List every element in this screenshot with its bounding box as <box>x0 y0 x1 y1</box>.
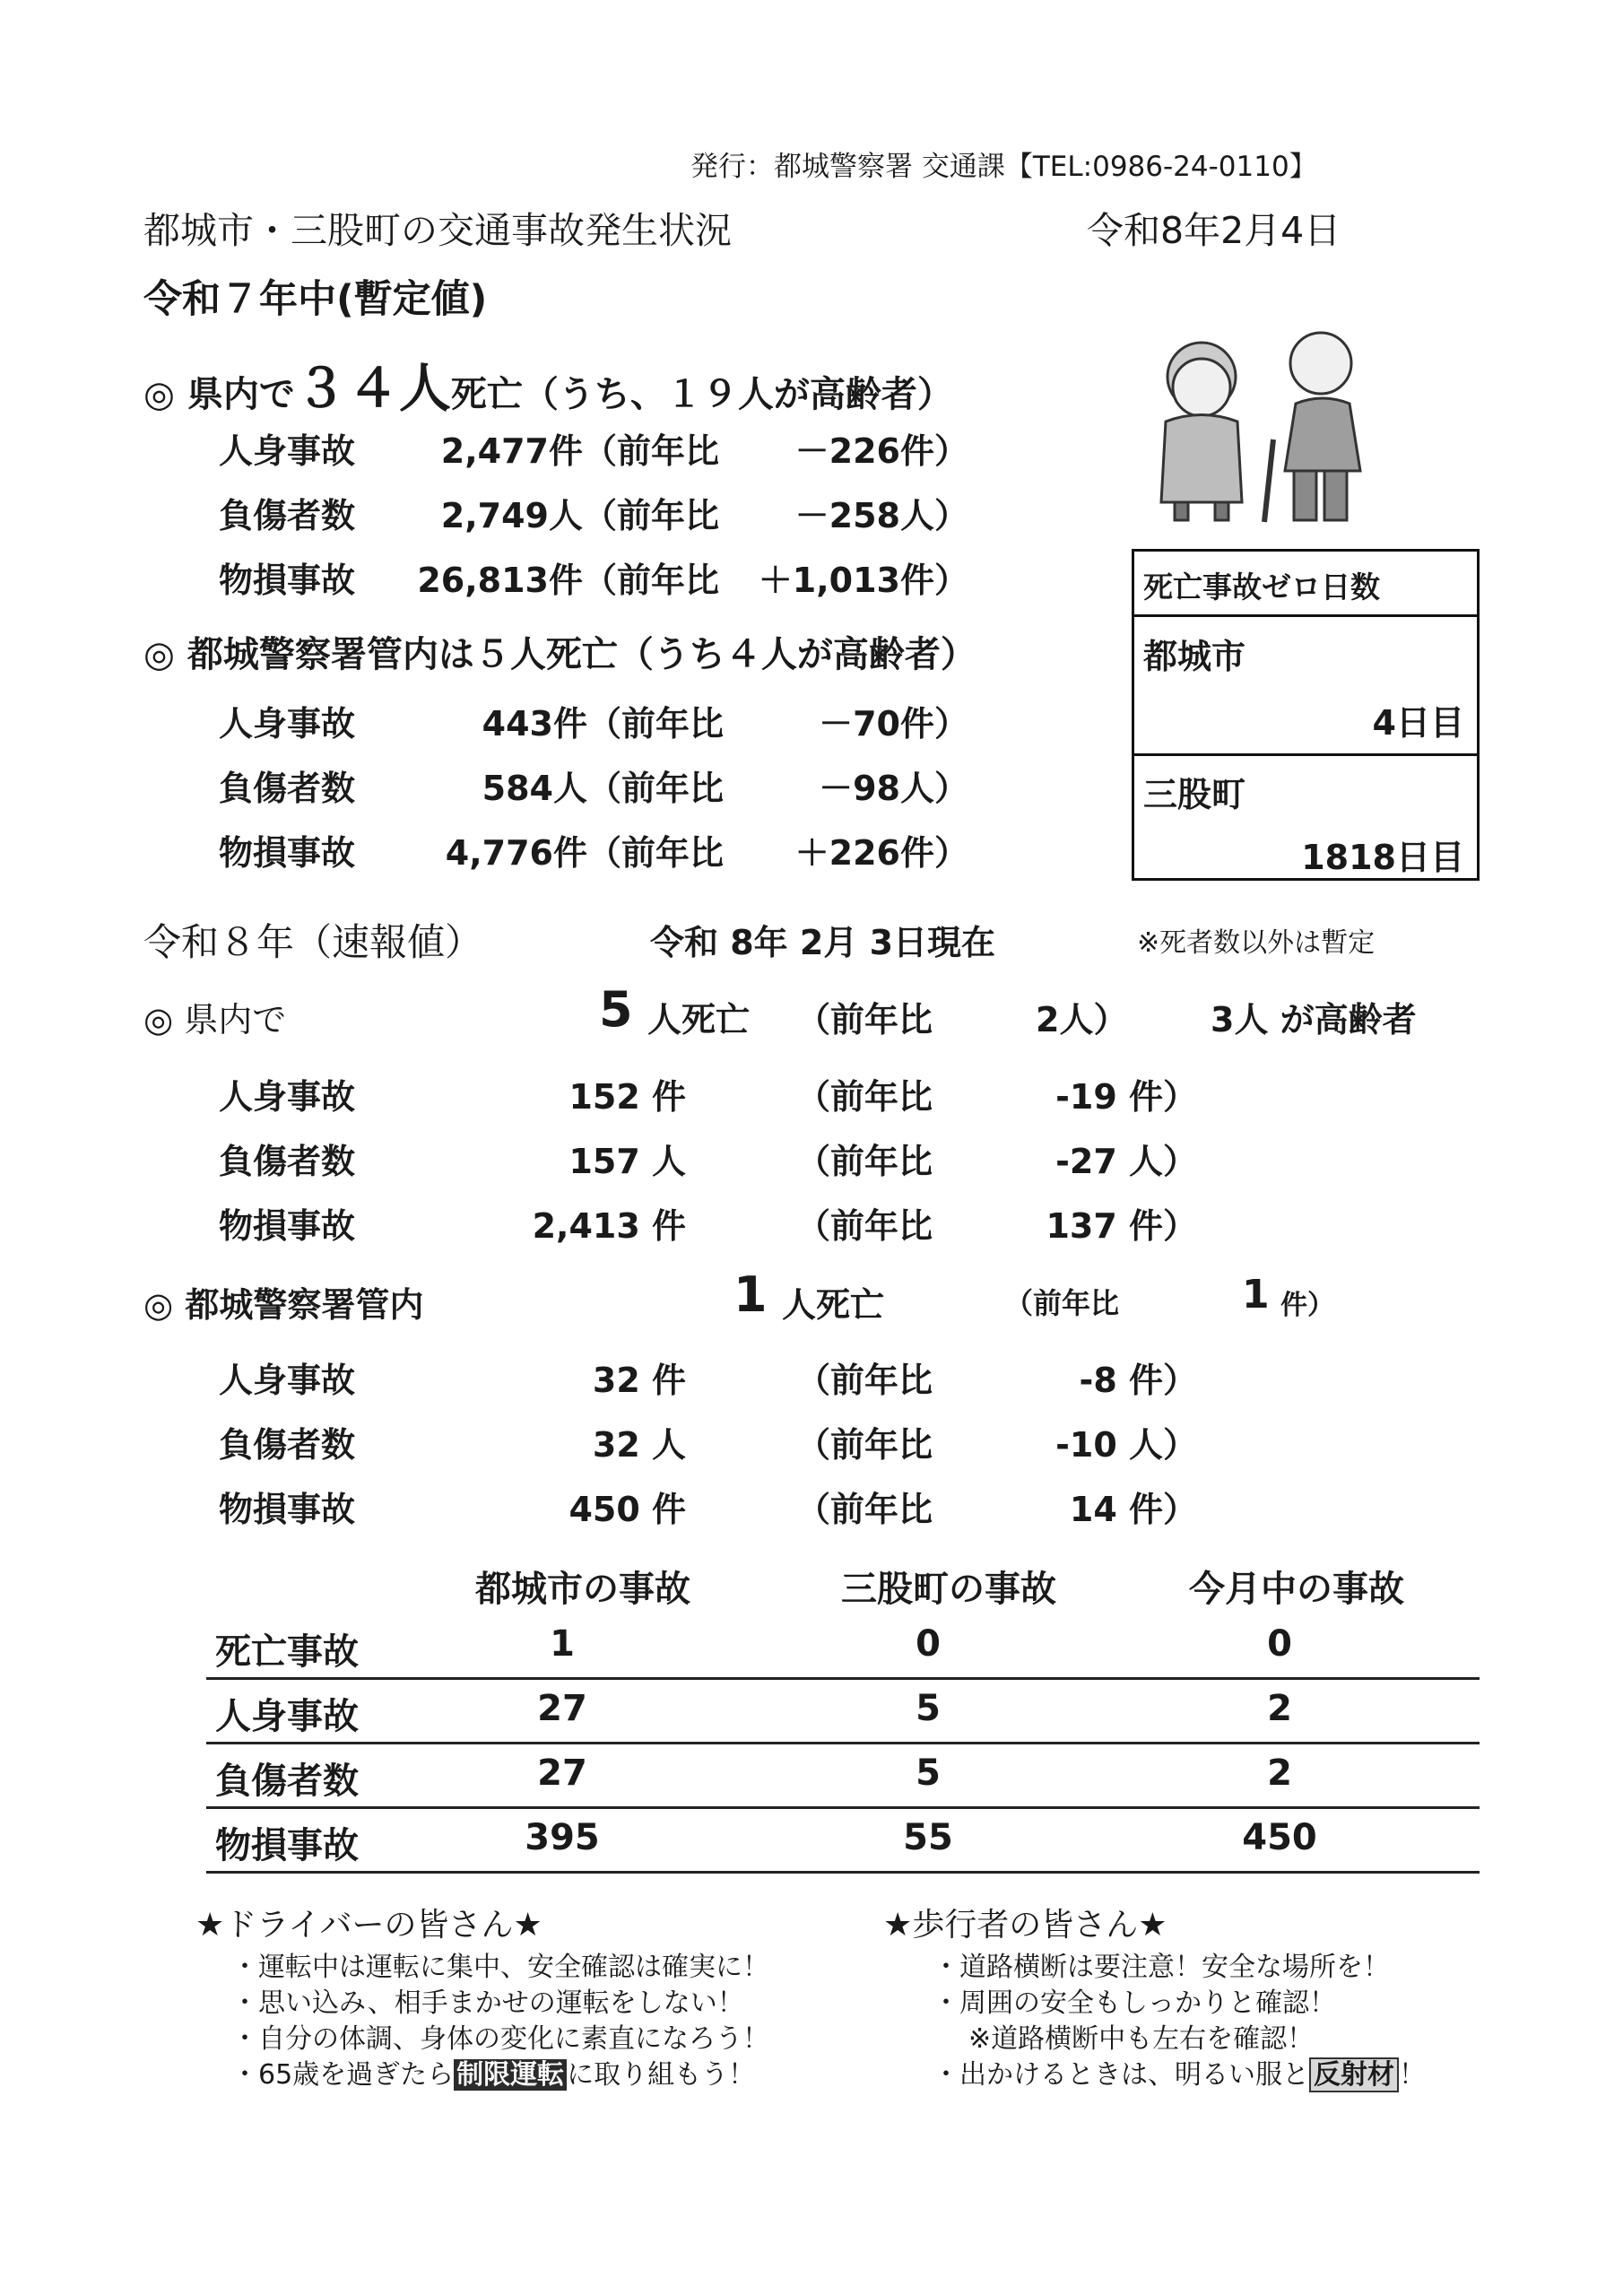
stat-label: 物損事故 <box>219 1490 356 1529</box>
highlight-restricted-driving: 制限運転 <box>454 2059 567 2091</box>
zero-fatality-days-box <box>1132 549 1480 881</box>
stat-diff: 137 件） <box>1046 1206 1197 1246</box>
r7-heading: 令和７年中(暫定値) <box>143 277 488 322</box>
stat-cmp: （前年比 <box>796 1490 933 1529</box>
drivers-tip: ・運転中は運転に集中、安全確認は確実に！ <box>231 1952 769 1983</box>
stat-cmp: （前年比 <box>587 769 725 808</box>
issuer-line: 発行：都城警察署 交通課【TEL:0986-24-0110】 <box>690 151 1317 183</box>
table-cell: 0 <box>1267 1623 1292 1665</box>
pedestrians-tip-reflective <box>933 2052 1426 2092</box>
stat-label: 負傷者数 <box>219 496 356 535</box>
stat-cmp: （前年比 <box>796 1361 933 1400</box>
drivers-tip-restricted-driving <box>231 2052 755 2092</box>
r7-pref-deaths: ３４人 <box>294 358 451 419</box>
stat-cmp: （前年比 <box>587 704 725 744</box>
pedestrians-tips-title: ★歩行者の皆さん★ <box>883 1907 1167 1944</box>
pedestrians-tip: ※道路横断中も左右を確認！ <box>968 2023 1315 2055</box>
drivers-tip: ・思い込み、相手まかせの運転をしない！ <box>231 1987 744 2019</box>
r8-heading: 令和８年（速報値） <box>143 920 483 964</box>
table-col-header: 都城市の事故 <box>475 1569 690 1610</box>
stat-diff: 14 件） <box>1069 1490 1197 1529</box>
table-row-label: 物損事故 <box>215 1825 359 1866</box>
table-rule <box>206 1871 1480 1874</box>
table-cell: 2 <box>1267 1688 1292 1729</box>
stat-label: 物損事故 <box>219 1206 356 1246</box>
table-rule <box>206 1742 1480 1744</box>
tip-text: ！ <box>1399 2059 1426 2091</box>
stat-label: 人身事故 <box>219 431 356 471</box>
stat-cmp: （前年比 <box>583 561 720 600</box>
stat-value: 4,776件 <box>445 833 587 873</box>
stat-label: 物損事故 <box>219 833 356 873</box>
stat-cmp: （前年比 <box>796 1142 933 1181</box>
document-title: 都城市・三股町の交通事故発生状況 <box>143 209 732 252</box>
zero-days-title: 死亡事故ゼロ日数 <box>1143 570 1380 604</box>
stat-cmp: （前年比 <box>796 1077 933 1117</box>
drivers-tip: ・自分の体調、身体の変化に素直になろう！ <box>231 2023 769 2055</box>
stat-value: 32 人 <box>592 1425 686 1465</box>
table-cell: 0 <box>916 1623 941 1665</box>
r8-pref-deaths-unit: 人死亡 <box>647 1000 751 1039</box>
table-cell: 27 <box>537 1688 587 1729</box>
stat-value: 450 件 <box>568 1490 686 1529</box>
stat-diff: -19 件） <box>1055 1077 1197 1117</box>
table-rule <box>206 1677 1480 1680</box>
r8-as-of: 令和 8年 2月 3日現在 <box>650 923 996 962</box>
stat-cmp: （前年比 <box>583 431 720 471</box>
table-row-label: 人身事故 <box>215 1696 359 1737</box>
stat-value: 32 件 <box>592 1361 686 1400</box>
stat-label: 負傷者数 <box>219 769 356 808</box>
r8-pref-deaths: 5 <box>599 981 633 1038</box>
stat-value: 584人 <box>482 769 587 808</box>
stat-cmp: （前年比 <box>796 1206 933 1246</box>
table-cell: 27 <box>537 1752 587 1794</box>
stat-value: 26,813件 <box>417 561 583 600</box>
table-cell: 1 <box>550 1623 575 1665</box>
r8-pref-cmp-val: 2人） <box>1036 1000 1128 1039</box>
stat-diff: -8 件） <box>1079 1361 1197 1400</box>
stat-label: 人身事故 <box>219 1077 356 1117</box>
tip-text: ・65歳を過ぎたら <box>231 2059 455 2091</box>
stat-diff: -27 人） <box>1055 1142 1197 1181</box>
box-divider <box>1134 614 1477 617</box>
stat-diff: －70件） <box>819 704 968 744</box>
stat-label: 負傷者数 <box>219 1142 356 1181</box>
table-rule <box>206 1806 1480 1809</box>
stat-cmp: （前年比 <box>587 833 725 873</box>
r8-station-deaths: 1 <box>733 1266 768 1323</box>
zero-days-place-2: 三股町 <box>1143 775 1246 814</box>
r8-note: ※死者数以外は暫定 <box>1137 927 1376 959</box>
stat-value: 157 人 <box>568 1142 686 1181</box>
box-divider <box>1134 753 1477 756</box>
r8-pref-elderly: 3人 が高齢者 <box>1211 1000 1417 1039</box>
table-row-label: 負傷者数 <box>215 1761 359 1802</box>
elderly-couple-illustration <box>1125 323 1394 529</box>
table-cell: 5 <box>916 1752 941 1794</box>
stat-diff: －226件） <box>794 431 968 471</box>
table-col-header: 三股町の事故 <box>841 1569 1056 1610</box>
table-cell: 395 <box>525 1817 600 1858</box>
stat-label: 負傷者数 <box>219 1425 356 1465</box>
stat-value: 2,413 件 <box>532 1206 686 1246</box>
r8-station-deaths-unit: 人死亡 <box>782 1285 885 1325</box>
stat-diff: ＋226件） <box>794 833 968 873</box>
drivers-tips-title: ★ドライバーの皆さん★ <box>195 1907 542 1944</box>
table-row-label: 死亡事故 <box>215 1631 359 1673</box>
stat-diff: -10 人） <box>1055 1425 1197 1465</box>
stat-label: 人身事故 <box>219 1361 356 1400</box>
table-cell: 5 <box>916 1688 941 1729</box>
table-cell: 2 <box>1267 1752 1292 1794</box>
r7-station-summary: ◎ 都城警察署管内は５人死亡（うち４人が高齢者） <box>143 634 976 675</box>
stat-label: 物損事故 <box>219 561 356 600</box>
stat-diff: ＋1,013件） <box>758 561 968 600</box>
highlight-reflective-material: 反射材 <box>1309 2057 1399 2092</box>
r7-pref-tail: 死亡（うち、１９人が高齢者） <box>450 374 953 415</box>
table-col-header: 今月中の事故 <box>1189 1569 1404 1610</box>
stat-label: 人身事故 <box>219 704 356 744</box>
stat-value: 2,749人 <box>440 496 583 535</box>
stat-cmp: （前年比 <box>583 496 720 535</box>
r8-pref-cmp: （前年比 <box>796 1000 933 1039</box>
tip-text: ・出かけるときは、明るい服と <box>933 2059 1309 2091</box>
stat-value: 443件 <box>482 704 587 744</box>
r7-pref-lead: ◎ 県内で <box>143 374 295 415</box>
table-cell: 55 <box>903 1817 953 1858</box>
zero-days-count-1: 4日目 <box>1372 703 1464 743</box>
stat-diff: －98人） <box>819 769 968 808</box>
issue-date: 令和8年2月4日 <box>1087 209 1341 252</box>
stat-value: 152 件 <box>568 1077 686 1117</box>
zero-days-count-2: 1818日目 <box>1301 838 1464 877</box>
r8-station-cmp-unit: 件） <box>1280 1290 1334 1321</box>
table-cell: 450 <box>1242 1817 1317 1858</box>
stat-diff: －258人） <box>794 496 968 535</box>
pedestrians-tip: ・周囲の安全もしっかりと確認！ <box>933 1987 1336 2019</box>
r8-station-lead: ◎ 都城警察署管内 <box>143 1285 424 1325</box>
r8-pref-lead: ◎ 県内で <box>143 1000 287 1039</box>
pedestrians-tip: ・道路横断は要注意！安全な場所を！ <box>933 1952 1390 1983</box>
stat-value: 2,477件 <box>440 431 583 471</box>
zero-days-place-1: 都城市 <box>1143 637 1246 676</box>
stat-cmp: （前年比 <box>796 1425 933 1465</box>
r8-station-cmp-val: 1 <box>1242 1272 1270 1318</box>
r7-pref-summary <box>143 346 953 422</box>
r8-station-cmp: （前年比 <box>1004 1286 1120 1320</box>
tip-text: に取り組もう！ <box>567 2059 756 2091</box>
